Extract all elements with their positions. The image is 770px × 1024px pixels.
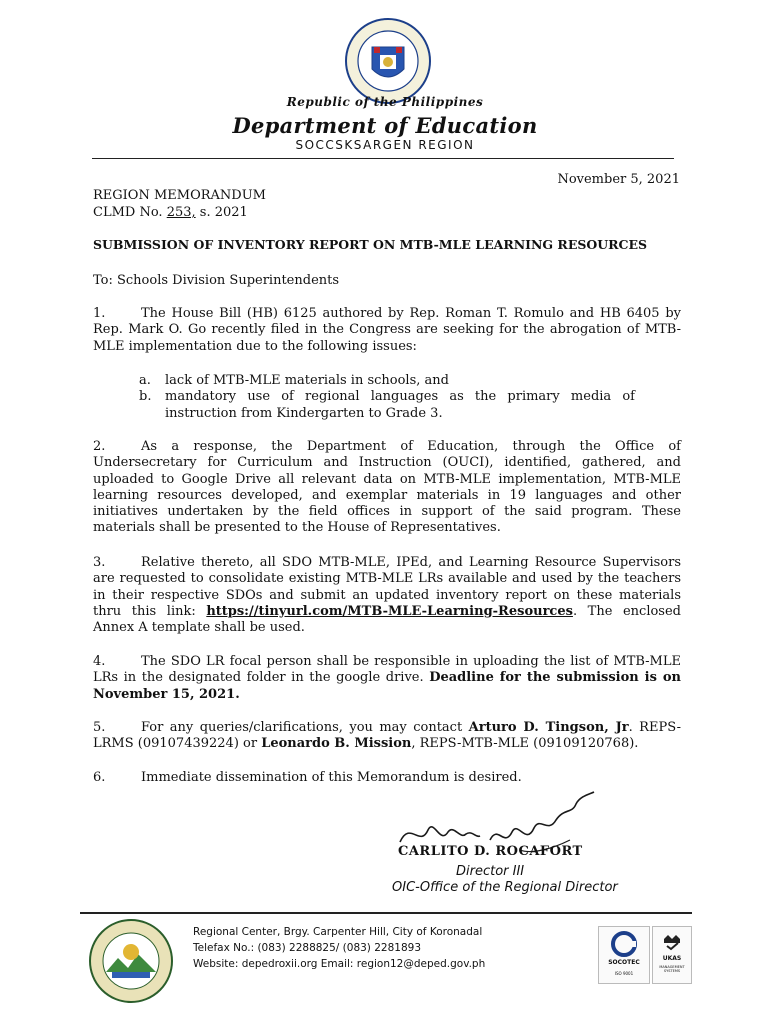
signatory-name: CARLITO D. ROCAFORT bbox=[398, 844, 583, 859]
socotec-logo-icon bbox=[611, 931, 637, 957]
memo-type: REGION MEMORANDUM bbox=[93, 188, 266, 203]
memo-subject: SUBMISSION OF INVENTORY REPORT ON MTB-MLE LEARNING RESOURCES bbox=[93, 237, 648, 252]
contact-name-1: Arturo D. Tingson, Jr bbox=[468, 720, 629, 735]
paragraph-1 bbox=[93, 306, 681, 355]
list-item bbox=[139, 373, 679, 389]
paragraph-2-text: As a response, the Department of Education, through the Office of Undersecretary for Curriculum and Instruction (OUCI), identified, gathered, and uploaded to Google Drive all relevant data on MTB-MLE implementation, MTB-MLE learning resources developed, and exemplar materials in 19 languages and other initiatives undertaken by the field offices in support of the said program. These materials shall be presented to the House of Representatives. bbox=[93, 439, 681, 536]
list-item-text: lack of MTB-MLE materials in schools, and bbox=[165, 373, 449, 388]
contact-name-2: Leonardo B. Mission bbox=[261, 736, 412, 752]
deadline-text: Deadline for the submission is on November 15, 2021. bbox=[93, 670, 681, 702]
socotec-sublabel: ISO 9001 bbox=[614, 971, 634, 976]
paragraph-1-number: 1. bbox=[93, 306, 106, 321]
paragraph-4 bbox=[93, 654, 681, 703]
paragraph-6-text: Immediate dissemination of this Memorandum is desired. bbox=[141, 770, 522, 785]
ukas-sublabel: MANAGEMENT SYSTEMS bbox=[659, 965, 685, 973]
paragraph-5 bbox=[93, 720, 681, 753]
signatory-title: Director III bbox=[456, 864, 525, 879]
paragraph-5-text-mid: . REPS-LRMS (09107439224) or bbox=[93, 720, 681, 752]
paragraph-3-text: Relative thereto, all SDO MTB-MLE, IPEd, and Learning Resource Supervisors are requested to consolidate existing MTB-MLE LRs available and used by the teachers in their respective SDOs and submit an updated inventory report on these materials thru this link: bbox=[93, 555, 681, 619]
region-heading: SOCCSKSARGEN REGION bbox=[295, 138, 475, 152]
paragraph-4-number: 4. bbox=[93, 654, 106, 669]
issues-list bbox=[139, 373, 679, 422]
header-divider bbox=[92, 158, 674, 159]
ukas-label: UKAS bbox=[662, 955, 682, 962]
paragraph-6 bbox=[93, 770, 681, 786]
republic-heading: Republic of the Philippines bbox=[286, 95, 484, 109]
certification-badges bbox=[598, 926, 692, 986]
list-item bbox=[139, 389, 679, 422]
ukas-badge bbox=[652, 926, 692, 984]
inventory-link[interactable]: https://tinyurl.com/MTB-MLE-Learning-Resources bbox=[206, 603, 573, 619]
paragraph-3-text-end: . The enclosed Annex A template shall be used. bbox=[93, 603, 681, 636]
department-heading: Department of Education bbox=[232, 113, 538, 138]
paragraph-5-text: For any queries/clarifications, you may contact bbox=[141, 720, 469, 735]
region-xii-logo bbox=[88, 918, 174, 1004]
paragraph-5-number: 5. bbox=[93, 720, 106, 735]
memo-number-prefix: CLMD No. bbox=[93, 205, 163, 220]
footer-contact bbox=[193, 924, 485, 972]
list-item-label: a. bbox=[139, 373, 151, 388]
signatory-office: OIC-Office of the Regional Director bbox=[392, 880, 618, 895]
crown-check-icon bbox=[662, 931, 682, 951]
list-item-text: mandatory use of regional languages as the primary media of instruction from Kindergarten to Grade 3. bbox=[165, 389, 635, 421]
memo-number bbox=[93, 205, 248, 220]
paragraph-2 bbox=[93, 439, 681, 537]
paragraph-6-number: 6. bbox=[93, 770, 106, 785]
deped-seal bbox=[344, 17, 432, 105]
footer-divider bbox=[80, 912, 692, 914]
paragraph-2-number: 2. bbox=[93, 439, 106, 454]
memo-series: s. 2021 bbox=[195, 205, 248, 220]
socotec-badge bbox=[598, 926, 650, 984]
memo-number-value: 253, bbox=[166, 205, 196, 220]
paragraph-1-text: The House Bill (HB) 6125 authored by Rep. Roman T. Romulo and HB 6405 by Rep. Mark O. Go recently filed in the Congress are seeking for the abrogation of MTB-MLE implementation due to the following issues: bbox=[93, 306, 681, 354]
footer-website-email: Website: depedroxii.org Email: region12@deped.gov.ph bbox=[193, 958, 486, 970]
memo-date: November 5, 2021 bbox=[557, 172, 680, 187]
memo-recipient: To: Schools Division Superintendents bbox=[93, 273, 340, 288]
socotec-label: SOCOTEC bbox=[608, 959, 640, 966]
paragraph-4-text: The SDO LR focal person shall be responsible in uploading the list of MTB-MLE LRs in the designated folder in the google drive. bbox=[93, 654, 681, 686]
paragraph-3 bbox=[93, 555, 681, 636]
paragraph-5-text-end: , REPS-MTB-MLE (09109120768). bbox=[411, 736, 639, 752]
footer-telefax: Telefax No.: (083) 2288825/ (083) 2281893 bbox=[193, 942, 422, 954]
paragraph-3-number: 3. bbox=[93, 555, 106, 570]
footer-address: Regional Center, Brgy. Carpenter Hill, City of Koronadal bbox=[193, 926, 483, 938]
list-item-label: b. bbox=[139, 389, 152, 405]
